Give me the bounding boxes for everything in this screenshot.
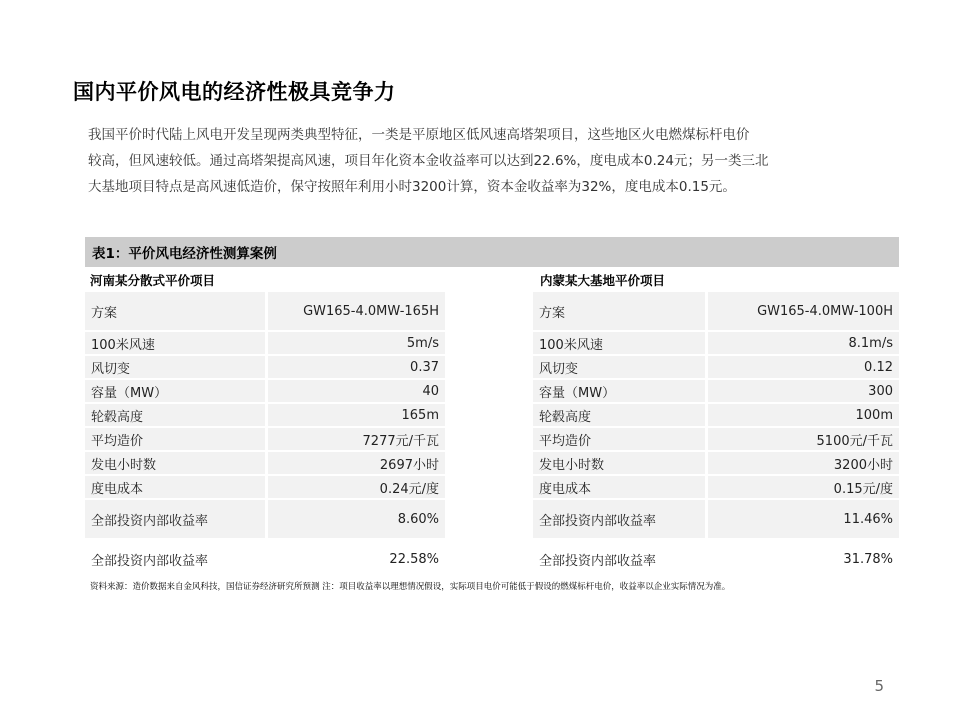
table-row	[533, 500, 899, 538]
intro-line-1: 我国平价时代陆上风电开发呈现两类典型特征，一类是平原地区低风速高塔架项目，这些地区火电燃煤标杆电价	[88, 127, 750, 143]
row-value: 8.1m/s	[708, 332, 899, 354]
row-label: 轮毂高度	[533, 404, 705, 426]
table-caption-text: 表1：平价风电经济性测算案例	[92, 246, 277, 262]
left-project-subtitle: 河南某分散式平价项目	[90, 273, 216, 288]
table-row	[85, 476, 445, 498]
row-label: 度电成本	[533, 476, 705, 498]
intro-line-2: 较高，但风速较低。通过高塔架提高风速，项目年化资本金收益率可以达到22.6%，度电成本0.24元；另一类三北	[88, 153, 769, 169]
intro-paragraph	[88, 122, 893, 200]
table-caption	[85, 237, 899, 267]
table-row	[533, 356, 899, 378]
row-value: 5100元/千瓦	[708, 428, 899, 450]
row-label: 全部投资内部收益率	[533, 500, 705, 538]
row-value: 0.37	[268, 356, 445, 378]
row-label: 方案	[85, 292, 265, 330]
table-row	[533, 332, 899, 354]
right-project-table	[533, 292, 899, 580]
table-row	[533, 404, 899, 426]
row-label: 平均造价	[533, 428, 705, 450]
page-title: 国内平价风电的经济性极具竞争力	[73, 80, 396, 104]
row-value: 8.60%	[268, 500, 445, 538]
row-value: 0.24元/度	[268, 476, 445, 498]
table-row	[85, 500, 445, 538]
row-label: 方案	[533, 292, 705, 330]
row-value: 11.46%	[708, 500, 899, 538]
table-row	[533, 292, 899, 330]
row-value: 0.12	[708, 356, 899, 378]
left-project-table	[85, 292, 445, 580]
row-label: 容量（MW）	[85, 380, 265, 402]
row-label: 发电小时数	[533, 452, 705, 474]
row-label: 全部投资内部收益率	[85, 500, 265, 538]
row-value: GW165-4.0MW-165H	[268, 292, 445, 330]
source-footnote: 资料来源：造价数据来自金风科技，国信证券经济研究所预测 注：项目收益率以理想情况假设，实际项目电价可能低于假设的燃煤标杆电价，收益率以企业实际情况为准。	[90, 582, 731, 592]
table-row	[533, 380, 899, 402]
row-label: 风切变	[533, 356, 705, 378]
row-label: 容量（MW）	[533, 380, 705, 402]
row-label: 平均造价	[85, 428, 265, 450]
row-label: 风切变	[85, 356, 265, 378]
row-label: 全部投资内部收益率	[85, 540, 265, 578]
table-row	[85, 356, 445, 378]
row-value: 40	[268, 380, 445, 402]
row-value: 0.15元/度	[708, 476, 899, 498]
row-label: 100米风速	[533, 332, 705, 354]
table-row	[85, 452, 445, 474]
row-label: 轮毂高度	[85, 404, 265, 426]
table-row	[533, 540, 899, 578]
row-value: 3200小时	[708, 452, 899, 474]
row-label: 100米风速	[85, 332, 265, 354]
row-label: 全部投资内部收益率	[533, 540, 705, 578]
row-value: 22.58%	[268, 540, 445, 578]
row-value: 100m	[708, 404, 899, 426]
row-label: 度电成本	[85, 476, 265, 498]
row-value: 5m/s	[268, 332, 445, 354]
row-value: 7277元/千瓦	[268, 428, 445, 450]
table-row	[85, 292, 445, 330]
row-value: 300	[708, 380, 899, 402]
intro-line-3: 大基地项目特点是高风速低造价，保守按照年利用小时3200计算，资本金收益率为32%，度电成本0.15元。	[88, 179, 736, 195]
row-value: GW165-4.0MW-100H	[708, 292, 899, 330]
row-label: 发电小时数	[85, 452, 265, 474]
row-value: 31.78%	[708, 540, 899, 578]
right-project-subtitle: 内蒙某大基地平价项目	[540, 273, 666, 288]
table-row	[533, 428, 899, 450]
table-row	[533, 452, 899, 474]
table-row	[85, 332, 445, 354]
row-value: 2697小时	[268, 452, 445, 474]
table-row	[85, 428, 445, 450]
row-value: 165m	[268, 404, 445, 426]
page-number: 5	[874, 677, 884, 695]
table-row	[85, 540, 445, 578]
table-row	[533, 476, 899, 498]
table-row	[85, 404, 445, 426]
table-row	[85, 380, 445, 402]
